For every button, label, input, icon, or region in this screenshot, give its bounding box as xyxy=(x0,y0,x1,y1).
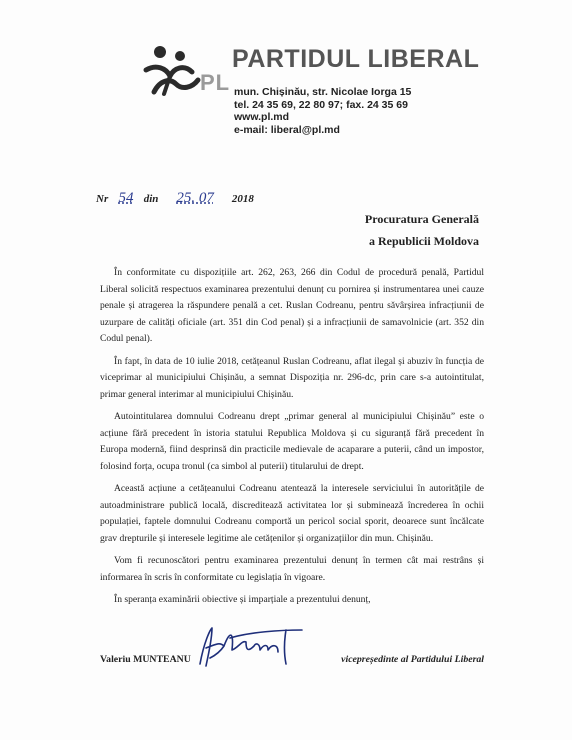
recipient-line-1: Procuratura Generală xyxy=(364,212,479,226)
signatory-title: vicepreședinte al Partidului Liberal xyxy=(341,654,484,665)
signatory-name: Valeriu MUNTEANU xyxy=(100,654,191,665)
reference-number: 54 xyxy=(118,190,134,206)
logo-text: PL xyxy=(200,70,231,95)
reference-date: 25. 07 xyxy=(176,190,214,206)
email-line: e-mail: liberal@pl.md xyxy=(234,123,340,136)
recipient-line-2: a Republicii Moldova xyxy=(368,234,479,248)
phone-line: tel. 24 35 69, 22 80 97; fax. 24 35 69 xyxy=(234,98,408,111)
date-label: din xyxy=(143,193,159,205)
website-line: www.pl.md xyxy=(234,111,290,123)
paragraph: Vom fi recunoscători pentru examinarea prezentului denunț în termen cât mai restrâns și informarea în scris în conformitate cu legislația în vigoare. xyxy=(100,555,484,583)
party-name: PARTIDUL LIBERAL xyxy=(232,45,480,73)
paragraph: În speranța examinării obiective și imparțiale a prezentului denunț, xyxy=(114,594,371,605)
letter-body xyxy=(100,265,484,615)
paragraph: Această acțiune a cetățeanului Codreanu atentează la interesele serviciului în autoritățile de autoadministrare publică locală, discreditează activitatea lor și subminează încrederea în ochii populației, faptele domnului Codreanu comportă un pericol social sporit, deoarece sunt încălcate grav drepturile și interesele legitime ale cetățenilor și organizațiilor din mun. Chișinău. xyxy=(100,483,484,544)
nr-label: Nr xyxy=(96,193,109,205)
paragraph: În fapt, în data de 10 iulie 2018, cetățeanul Ruslan Codreanu, aflat ilegal și abuziv în funcția de viceprimar al municipiului Chișinău, a semnat Dispoziția nr. 296-dc, prin care s-a autointitulat, primar general interimar al municipiului Chișinău. xyxy=(100,355,484,400)
paragraph: Autointitularea domnului Codreanu drept „primar general al municipiului Chișinău” este o acțiune fără precedent în istoria statului Republica Moldova și cu siguranță fără precedent în Europa modernă, fiind desprinsă din practicile medievale de acaparare a puterii, când un impostor, folosind forța, ocupa tronul (ca simbol al puterii) titularului de drept. xyxy=(100,411,484,472)
reference-line xyxy=(96,190,254,207)
signature-row xyxy=(100,652,484,672)
address-line: mun. Chișinău, str. Nicolae Iorga 15 xyxy=(234,86,412,98)
reference-year: 2018 xyxy=(231,193,254,205)
contact-block xyxy=(234,86,411,136)
recipient-block xyxy=(365,208,479,252)
paragraph: În conformitate cu dispozițiile art. 262, 263, 266 din Codul de procedură penală, Partidul Liberal solicită respectuos examinarea prezentului denunț cu pornirea și instrumentarea unei cauze penale și atragerea la răspundere penală a cet. Ruslan Codreanu, pentru săvârșirea infracțiunii de uzurpare de calități oficiale (art. 351 din Cod penal) și a infracțiunii de samavolnicie (art. 352 din Codul penal). xyxy=(100,267,484,344)
